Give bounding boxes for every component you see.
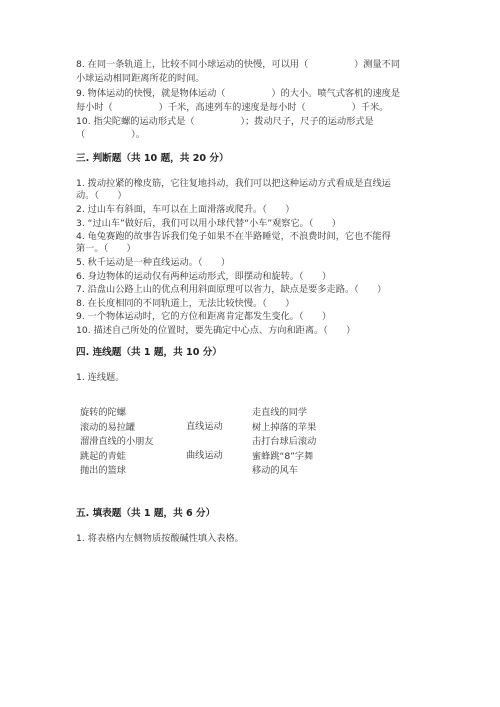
q8-line-2: 小球运动相同距离所花的时间。: [76, 73, 205, 84]
match-left-item: 抛出的篮球: [80, 465, 126, 476]
match-left-column: [80, 406, 154, 479]
match-instruction: 1. 连线题。: [76, 372, 125, 383]
q10-line-1: 10. 指尖陀螺的运动形式是（ ）；拨动尺子，尺子的运动形式是: [76, 116, 374, 127]
match-middle-item: 曲线运动: [186, 450, 223, 461]
judge-line: 2. 过山车有斜面，车可以在上面滑落或爬升。（ ）: [76, 204, 295, 215]
judge-line: 10. 描述自己所处的位置时，要先确定中心点、方向和距离。（ ）: [76, 325, 356, 336]
judge-line: 1. 拨动拉紧的橡皮筋，它往复地抖动，我们可以把这种运动方式看成是直线运: [76, 178, 391, 189]
judge-line: 3. “过山车”做好后，我们可以用小球代替“小车”观察它。（ ）: [76, 218, 341, 229]
match-right-item: 走直线的同学: [252, 407, 308, 418]
q9-line-1: 9. 物体运动的快慢，就是物体运动（ ）的大小。喷气式客机的速度是: [76, 88, 401, 99]
match-right-item: 蜜蜂跳“8”字舞: [252, 450, 314, 462]
judge-line: 8. 在长度相同的不同轨道上，无法比较快慢。（ ）: [76, 298, 295, 309]
judge-line: 5. 秋千运动是一种直线运动。（ ）: [76, 257, 231, 268]
judge-line: 4. 龟兔赛跑的故事告诉我们兔子如果不在半路睡觉，不浪费时间，它也不能得: [76, 231, 391, 242]
judge-line: 第一。（ ）: [76, 243, 136, 254]
match-left-item: 旋转的陀螺: [80, 407, 126, 418]
match-right-column: [252, 406, 316, 479]
section-fill-heading: 五. 填表题（共 1 题，共 6 分）: [76, 508, 216, 519]
match-middle-item: 直线运动: [186, 421, 223, 432]
q9-line-2: 每小时（ ）千米，高速列车的速度是每小时（ ）千米。: [76, 102, 389, 113]
match-right-item: 树上掉落的苹果: [252, 421, 317, 433]
fill-instruction: 1. 将表格内左侧物质按酸碱性填入表格。: [76, 533, 244, 544]
match-left-item: 溜滑直线的小朋友: [80, 436, 154, 447]
q10-line-2: （ ）。: [76, 129, 145, 140]
judge-line: 动。（ ）: [76, 190, 127, 201]
match-right-item: 击打台球后滚动: [252, 436, 317, 447]
match-left-item: 滚动的易拉罐: [80, 421, 136, 433]
q8-line-1: 8. 在同一条轨道上，比较不同小球运动的快慢，可以用（ ）测量不同: [76, 59, 401, 70]
match-right-item: 移动的风车: [252, 465, 298, 476]
section-judge-heading: 三. 判断题（共 10 题，共 20 分）: [76, 153, 229, 164]
match-left-item: 跳起的青蛙: [80, 450, 126, 462]
judge-line: 9. 一个物体运动时，它的方位和距离肯定都发生变化。（ ）: [76, 311, 332, 322]
judge-line: 6. 身边物体的运动仅有两种运动形式，即摆动和旋转。（ ）: [76, 271, 332, 282]
section-match-heading: 四. 连线题（共 1 题，共 10 分）: [76, 347, 222, 358]
judge-line: 7. 沿盘山公路上山的优点利用斜面原理可以省力，缺点是要多走路。（ ）: [76, 284, 387, 295]
